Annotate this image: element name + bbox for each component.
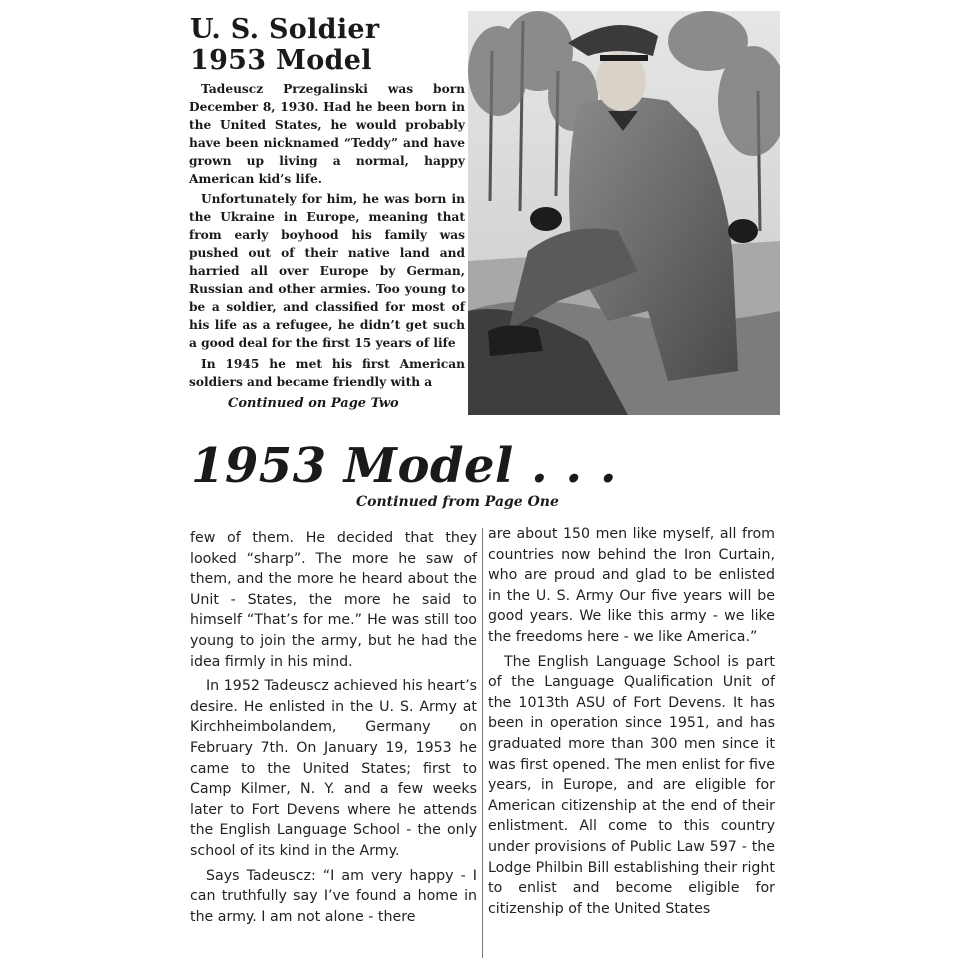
continued-note: Continued on Page Two [228, 396, 399, 411]
continuation-headline: 1953 Model . . . [191, 438, 618, 494]
paragraph: In 1952 Tadeuscz achieved his heart’s desire. He enlisted in the U. S. Army at Kirchheimbolandem, Germany on February 7th. On January 19, 1953 he came to the United States; first to Camp Kilmer, N. Y. and a few weeks later to Fort Devens where he attends the English Language School - the only school of its kind in the Army. [190, 678, 477, 859]
headline-line-2: 1953 Model [190, 45, 372, 76]
column-left [190, 528, 477, 931]
article-body [189, 81, 465, 394]
paragraph: Says Tadeuscz: “I am very happy - I can truthfully say I’ve found a home in the army. I am not alone - there [190, 867, 477, 925]
paragraph: are about 150 men like myself, all from countries now behind the Iron Curtain, who are proud and glad to be enlisted in the U. S. Army Our five years will be good years. We like this army - we like the freedoms here - we like America.” [488, 526, 775, 645]
paragraph: Tadeuscz Przegalinski was born December 8, 1930. Had he been born in the United States, he would probably have been nicknamed “Teddy” and have grown up living a normal, happy American kid’s life. [189, 82, 465, 186]
continued-from-note: Continued from Page One [356, 494, 559, 510]
soldier-photo [468, 11, 780, 415]
column-right [488, 524, 775, 923]
paragraph: In 1945 he met his first American soldiers and became friendly with a [189, 356, 465, 389]
column-divider [482, 528, 483, 958]
headline-line-1: U. S. Soldier [190, 14, 380, 45]
paragraph: The English Language School is part of the Language Qualification Unit of the 1013th ASU of Fort Devens. It has been in operation since 1951, and has graduated more than 300 men since it was first opened. The men enlist for five years, in Europe, and are eligible for American citizenship at the end of their enlistment. All come to this country under provisions of Public Law 597 - the Lodge Philbin Bill establishing their right to enlist and become eligible for citizenship of the United States [488, 653, 775, 917]
paragraph: few of them. He decided that they looked “sharp”. The more he saw of them, and the more he heard about the Unit - States, the more he said to himself “That’s for me.” He was still too young to join the army, but he had the idea firmly in his mind. [190, 530, 477, 670]
paragraph: Unfortunately for him, he was born in the Ukraine in Europe, meaning that from early boyhood his family was pushed out of their native land and harried all over Europe by German, Russian and other armies. Too young to be a soldier, and classified for most of his life as a refugee, he didn’t get such a good deal for the first 15 years of life [189, 192, 465, 350]
article-headline [190, 14, 460, 76]
